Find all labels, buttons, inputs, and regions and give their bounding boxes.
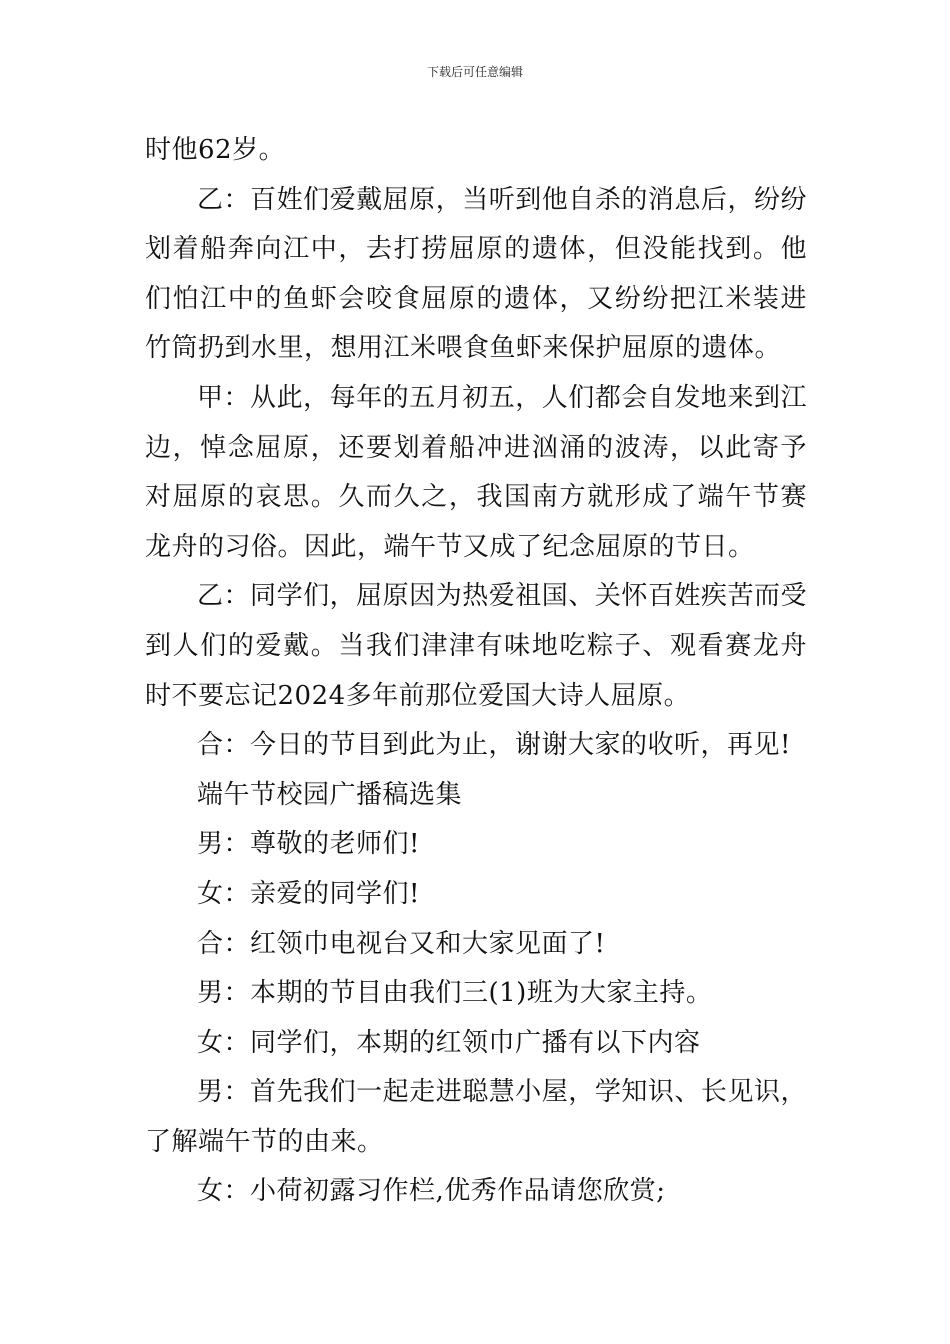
paragraph: 女：小荷初露习作栏,优秀作品请您欣赏; [197, 1176, 666, 1207]
paragraph: 男：本期的节目由我们三(1)班为大家主持。 [197, 978, 713, 1009]
paragraph: 男：首先我们一起走进聪慧小屋，学知识、长见识，了解端午节的由来。 [145, 1077, 807, 1157]
paragraph: 合：今日的节目到此为止，谢谢大家的收听，再见! [197, 730, 791, 761]
paragraph: 合：红领巾电视台又和大家见面了! [197, 928, 606, 959]
paragraph: 甲：从此，每年的五月初五，人们都会自发地来到江边，悼念屈原，还要划着船冲进汹涌的波涛，以此寄予对屈原的哀思。久而久之，我国南方就形成了端午节赛龙舟的习俗。因此，端午节又成了纪念屈原的节日。 [145, 382, 807, 562]
page-header: 下载后可任意编辑 [426, 65, 523, 79]
paragraph: 男：尊敬的老师们! [197, 829, 420, 860]
document-body [145, 126, 807, 1217]
paragraph: 女：同学们，本期的红领巾广播有以下内容 [197, 1027, 701, 1058]
paragraph: 时他62岁。 [145, 135, 286, 165]
section-title: 端午节校园广播稿选集 [197, 779, 463, 810]
paragraph: 乙：同学们，屈原因为热爱祖国、关怀百姓疾苦而受到人们的爱戴。当我们津津有味地吃粽子、观看赛龙舟时不要忘记2024多年前那位爱国大诗人屈原。 [145, 581, 807, 711]
paragraph: 女：亲爱的同学们! [197, 878, 420, 909]
paragraph: 乙：百姓们爱戴屈原，当听到他自杀的消息后，纷纷划着船奔向江中，去打捞屈原的遗体，但没能找到。他们怕江中的鱼虾会咬食屈原的遗体，又纷纷把江米装进竹筒扔到水里，想用江米喂食鱼虾来保护屈原的遗体。 [145, 184, 807, 364]
